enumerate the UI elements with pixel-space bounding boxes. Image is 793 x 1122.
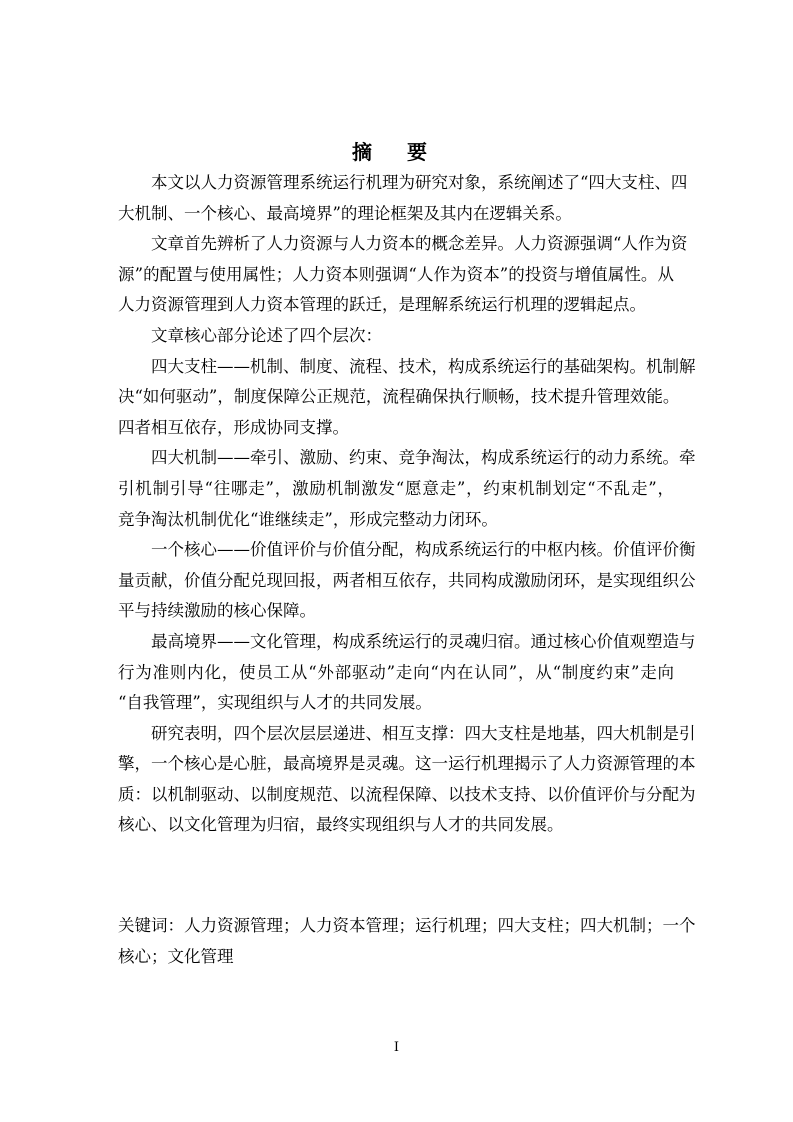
paragraph-line: 四大机制——牵引、激励、约束、竞争淘汰，构成系统运行的动力系统。牵 (151, 448, 696, 468)
paragraph-line: 行为准则内化，使员工从“外部驱动”走向“内在认同”，从“制度约束”走向 (118, 662, 674, 682)
abstract-title: 摘 要 (352, 140, 441, 164)
paragraph-line: 核心、以文化管理为归宿，最终实现组织与人才的共同发展。 (118, 815, 564, 835)
abstract-body (118, 168, 696, 841)
paragraph-line: 文章首先辨析了人力资源与人力资本的概念差异。人力资源强调“人作为资 (151, 234, 688, 254)
abstract-paragraph (118, 229, 688, 321)
abstract-paragraph (118, 168, 688, 229)
abstract-paragraph (118, 321, 674, 352)
paragraph-line: 擎，一个核心是心脏，最高境界是灵魂。这一运行机理揭示了人力资源管理的本 (118, 754, 696, 774)
abstract-paragraph (118, 719, 696, 841)
paragraph-line: 源”的配置与使用属性；人力资本则强调“人作为资本”的投资与增值属性。从 (118, 264, 674, 284)
paragraph-line: 一个核心——价值评价与价值分配，构成系统运行的中枢内核。价值评价衡 (151, 540, 696, 560)
abstract-paragraph (118, 535, 696, 627)
paragraph-line: 最高境界——文化管理，构成系统运行的灵魂归宿。通过核心价值观塑造与 (151, 631, 696, 651)
paragraph-line: 质：以机制驱动、以制度规范、以流程保障、以技术支持、以价值评价与分配为 (118, 784, 696, 804)
paragraph-line: 四大支柱——机制、制度、流程、技术，构成系统运行的基础架构。机制解 (151, 356, 696, 376)
abstract-paragraph (118, 443, 696, 535)
paragraph-line: 引机制引导“往哪走”，激励机制激发“愿意走”，约束机制划定“不乱走”， (118, 478, 674, 498)
paragraph-line: 本文以人力资源管理系统运行机理为研究对象，系统阐述了“四大支柱、四 (151, 173, 688, 192)
keywords (118, 911, 696, 972)
paragraph-line: “自我管理”，实现组织与人才的共同发展。 (118, 693, 432, 713)
keywords-line: 关键词：人力资源管理；人力资本管理；运行机理；四大支柱；四大机制；一个 (118, 916, 696, 935)
paragraph-line: 人力资源管理到人力资本管理的跃迁，是理解系统运行机理的逻辑起点。 (118, 295, 646, 315)
keywords-line: 核心；文化管理 (118, 946, 234, 966)
paragraph-line: 平与持续激励的核心保障。 (118, 601, 316, 621)
paragraph-line: 决“如何驱动”，制度保障公正规范，流程确保执行顺畅，技术提升管理效能。 (118, 387, 680, 407)
paragraph-line: 竞争淘汰机制优化“谁继续走”，形成完整动力闭环。 (118, 509, 498, 529)
paragraph-line: 研究表明，四个层次层层递进、相互支撑：四大支柱是地基，四大机制是引 (151, 723, 696, 743)
paragraph-line: 量贡献，价值分配兑现回报，两者相互依存，共同构成激励闭环，是实现组织公 (118, 570, 696, 590)
abstract-paragraph (118, 352, 696, 444)
abstract-paragraph (118, 627, 696, 719)
page-number: I (393, 1040, 400, 1055)
paragraph-line: 文章核心部分论述了四个层次： (151, 325, 382, 345)
paragraph-line: 大机制、一个核心、最高境界”的理论框架及其内在逻辑关系。 (118, 203, 572, 223)
paragraph-line: 四者相互依存，形成协同支撑。 (118, 417, 349, 437)
